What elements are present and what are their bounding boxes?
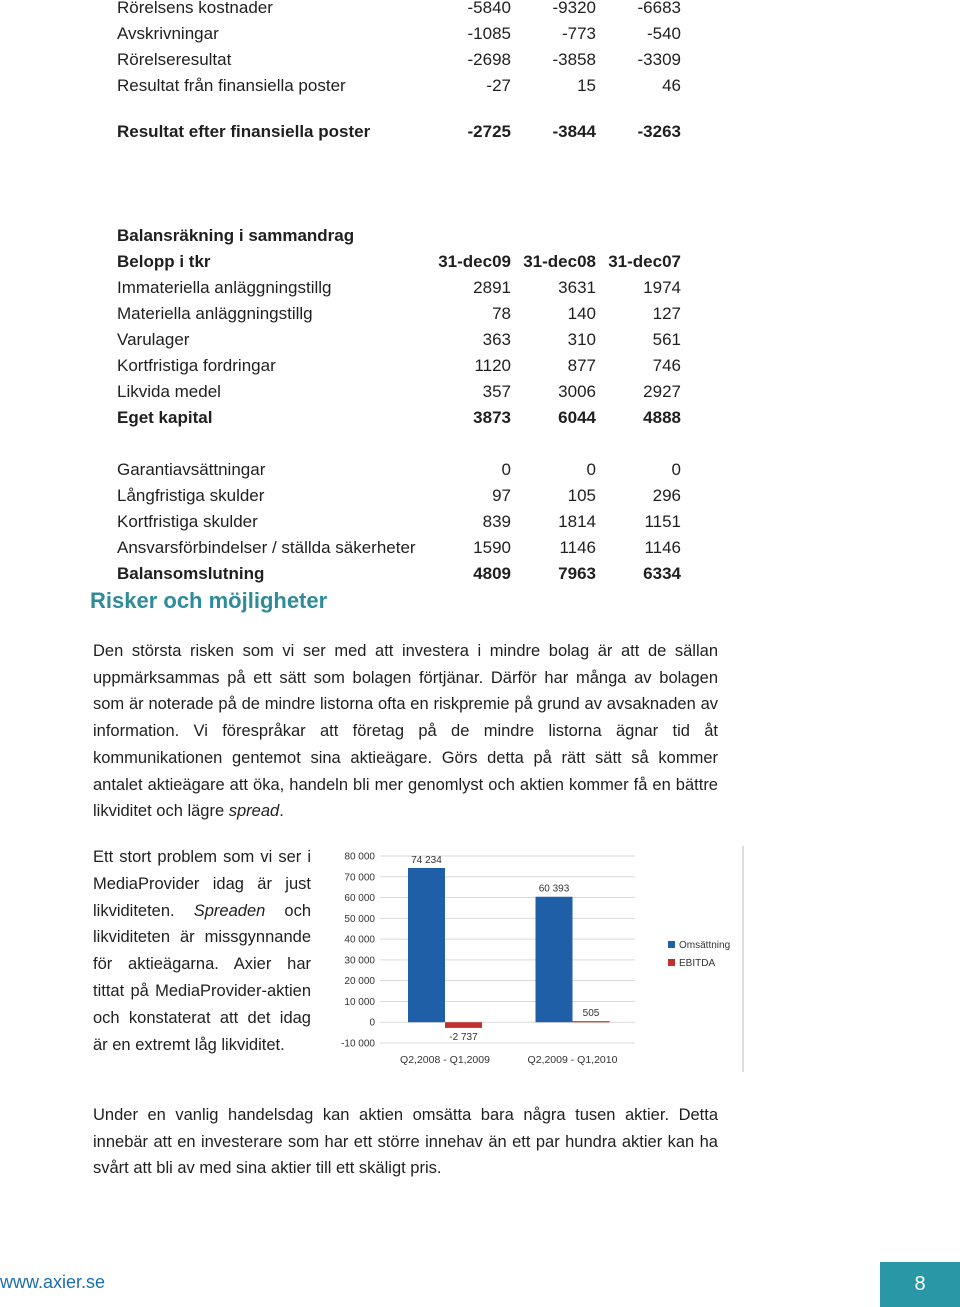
- row-value: 877: [567, 356, 596, 375]
- page-number: 8: [880, 1262, 960, 1307]
- row-label: Långfristiga skulder: [117, 486, 265, 505]
- table-row: [117, 379, 682, 405]
- footer-url[interactable]: www.axier.se: [0, 1272, 106, 1292]
- legend-label: Omsättning: [679, 940, 731, 951]
- row-value: 363: [482, 330, 511, 349]
- row-label: Likvida medel: [117, 382, 221, 401]
- row-value: 78: [492, 304, 511, 323]
- bar-omsättning: [408, 868, 445, 1022]
- row-value: 97: [492, 486, 511, 505]
- y-tick-label: 20 000: [344, 976, 375, 988]
- row-value: -2698: [467, 50, 511, 69]
- row-value: 3631: [558, 278, 596, 297]
- data-label: 505: [582, 1008, 600, 1020]
- trading-paragraph: Under en vanlig handelsdag kan aktien omsätta bara några tusen aktier. Detta innebär att en investerare som har ett större innehav än ett par hundra aktier kan ha svårt att bli av med sina aktier till ett skäligt pris.: [93, 1106, 718, 1178]
- table-row: [117, 301, 682, 327]
- row-label: Varulager: [117, 330, 190, 349]
- row-value: 357: [482, 382, 511, 401]
- row-value: 1814: [558, 512, 596, 531]
- row-value: 746: [652, 356, 681, 375]
- y-tick-label: 0: [369, 1017, 375, 1029]
- row-label: Garantiavsättningar: [117, 460, 266, 479]
- row-value: 3006: [558, 382, 596, 401]
- row-label: Resultat från finansiella poster: [117, 76, 346, 95]
- row-value: -5840: [467, 0, 511, 17]
- data-label: 74 234: [411, 854, 442, 866]
- row-value: 1146: [644, 538, 681, 557]
- row-value: 1120: [474, 356, 511, 375]
- data-label: 60 393: [538, 883, 570, 895]
- y-tick-label: 80 000: [344, 851, 375, 863]
- row-value: -1085: [467, 24, 511, 43]
- table-row: [117, 249, 682, 275]
- row-value: 310: [567, 330, 596, 349]
- risk-text: Den största risken som vi ser med att investera i mindre bolag är att de sällan uppmärksammas på ett sätt som bolagen förtjänar. Därför har många av bolagen som är noterade på de mindre listorna ofta en riskpremie på grund av avsaknaden av information. Vi förespråkar att företag på de mindre listorna ägnar tid åt kommunikationen gentemot sina aktieägare. Görs detta på rätt sätt så kommer antalet aktieägare att öka, handeln bli mer genomlyst och aktien kommer få en bättre likviditet och lägre: [93, 642, 718, 821]
- table-row: [117, 275, 682, 301]
- row-label: Avskrivningar: [117, 24, 219, 43]
- row-value: 0: [501, 460, 511, 479]
- bar-ebitda: [445, 1022, 482, 1028]
- revenue-ebitda-chart: [330, 846, 745, 1072]
- y-tick-label: 70 000: [344, 872, 375, 884]
- table-row: [117, 535, 682, 561]
- row-label: Materiella anläggningstillg: [117, 304, 313, 323]
- table-row: [117, 509, 682, 535]
- risk-text-end: .: [279, 802, 284, 821]
- y-tick-label: -10 000: [341, 1038, 375, 1050]
- row-label: Balansomslutning: [117, 564, 265, 583]
- table-row: [117, 353, 682, 379]
- row-value: 3873: [473, 408, 511, 427]
- row-value: -6683: [637, 0, 681, 17]
- row-value: 4888: [643, 408, 681, 427]
- row-value: 31-dec08: [523, 252, 596, 271]
- table-row: [117, 73, 682, 99]
- row-value: 105: [567, 486, 596, 505]
- row-value: -540: [646, 24, 681, 43]
- table-row: [117, 327, 682, 353]
- row-label: Kortfristiga fordringar: [117, 356, 276, 375]
- row-label: Kortfristiga skulder: [117, 512, 258, 531]
- y-tick-label: 30 000: [344, 955, 375, 967]
- row-value: 31-dec09: [438, 252, 511, 271]
- table-row: [117, 561, 682, 587]
- row-label: Rörelsens kostnader: [117, 0, 273, 17]
- y-tick-label: 40 000: [344, 934, 375, 946]
- risk-italic: spread: [228, 802, 280, 821]
- row-label: Belopp i tkr: [117, 252, 211, 271]
- liquidity-paragraph: [93, 844, 311, 1058]
- row-value: 561: [652, 330, 681, 349]
- chart-svg: [330, 846, 745, 1072]
- legend-swatch: [668, 959, 675, 966]
- row-value: 31-dec07: [608, 252, 681, 271]
- row-value: 1590: [473, 538, 511, 557]
- row-label: Resultat efter finansiella poster: [117, 122, 371, 141]
- bar-omsättning: [536, 897, 573, 1022]
- balance-title: [117, 223, 682, 249]
- row-value: 0: [586, 460, 596, 479]
- liquidity-text: Ett stort problem som vi ser i MediaProvider idag är just likviditeten.: [93, 848, 311, 920]
- section-heading: Risker och möjligheter: [90, 588, 328, 613]
- row-value: -27: [486, 76, 511, 95]
- row-value: 4809: [473, 564, 511, 583]
- row-value: -3263: [637, 122, 681, 141]
- row-label: Ansvarsförbindelser / ställda säkerheter: [117, 538, 416, 557]
- row-value: 839: [482, 512, 511, 531]
- y-tick-label: 10 000: [344, 996, 375, 1008]
- table-row: [117, 119, 682, 145]
- row-label: Immateriella anläggningstillg: [117, 278, 332, 297]
- category-label: Q2,2009 - Q1,2010: [527, 1054, 618, 1066]
- row-value: 15: [577, 76, 596, 95]
- liquidity-italic: Spreaden: [193, 901, 266, 920]
- row-value: 0: [671, 460, 681, 479]
- legend-swatch: [668, 941, 675, 948]
- data-label: -2 737: [449, 1031, 478, 1043]
- row-value: -3858: [552, 50, 596, 69]
- table-row: [117, 0, 682, 21]
- y-tick-label: 60 000: [344, 893, 375, 905]
- table-row: [117, 483, 682, 509]
- row-value: 2891: [473, 278, 511, 297]
- row-label: Eget kapital: [117, 408, 213, 427]
- table-row: [117, 21, 682, 47]
- row-value: -2725: [467, 122, 511, 141]
- row-value: 140: [567, 304, 596, 323]
- row-value: 46: [662, 76, 681, 95]
- row-value: 1151: [644, 512, 681, 531]
- row-value: 127: [652, 304, 681, 323]
- row-value: -3309: [637, 50, 681, 69]
- row-value: 2927: [643, 382, 681, 401]
- row-value: -9320: [552, 0, 596, 17]
- row-value: -3844: [552, 122, 596, 141]
- row-value: 296: [652, 486, 681, 505]
- row-value: 7963: [558, 564, 596, 583]
- row-value: 1974: [643, 278, 681, 297]
- row-value: 6334: [643, 564, 681, 583]
- row-value: 6044: [558, 408, 596, 427]
- category-label: Q2,2008 - Q1,2009: [400, 1054, 490, 1066]
- row-value: 1146: [559, 538, 596, 557]
- table-row: [117, 457, 682, 483]
- row-label: Rörelseresultat: [117, 50, 232, 69]
- row-value: -773: [561, 24, 596, 43]
- bar-ebitda: [573, 1021, 610, 1022]
- legend-label: EBITDA: [679, 958, 716, 969]
- table-row: [117, 405, 682, 431]
- balance-title-text: Balansräkning i sammandrag: [117, 226, 355, 245]
- table-row: [117, 47, 682, 73]
- y-tick-label: 50 000: [344, 913, 375, 925]
- liquidity-text-end: och likviditeten är missgynnande för aktieägarna. Axier har tittat på MediaProvider-aktien och konstaterat att det idag är en extremt låg likviditet.: [93, 901, 311, 1054]
- risk-paragraph: [93, 638, 718, 825]
